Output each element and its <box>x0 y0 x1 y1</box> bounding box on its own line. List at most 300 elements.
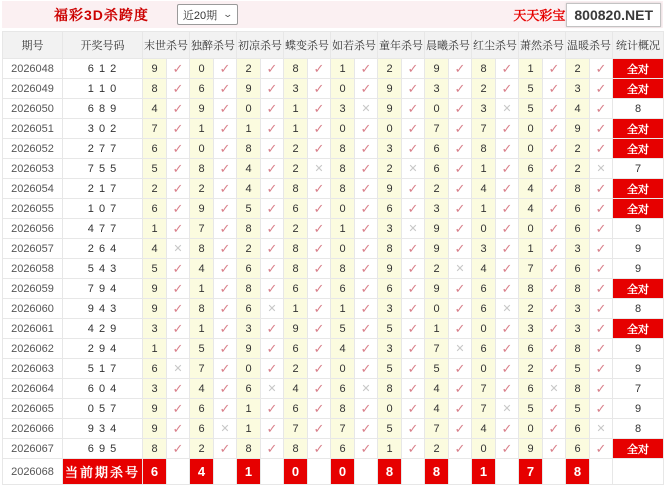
kill-number-cell: 8 <box>284 179 308 199</box>
check-icon: ✓ <box>543 59 566 79</box>
period-cell: 2026054 <box>3 179 63 199</box>
summary-cell: 全对 <box>613 279 664 299</box>
empty-mark-cell <box>355 459 378 485</box>
check-icon: ✓ <box>214 219 237 239</box>
check-icon: ✓ <box>214 379 237 399</box>
check-icon: ✓ <box>308 319 331 339</box>
draw-numbers-cell: 1 1 0 <box>63 79 143 99</box>
kill-number-cell: 2 <box>237 59 261 79</box>
table-row <box>3 319 664 339</box>
check-icon: ✓ <box>308 299 331 319</box>
kill-number-cell: 3 <box>566 79 590 99</box>
check-icon: ✓ <box>543 159 566 179</box>
check-icon: ✓ <box>167 119 190 139</box>
kill-number-cell: 5 <box>519 79 543 99</box>
kill-number-cell: 8 <box>566 339 590 359</box>
check-icon: ✓ <box>214 119 237 139</box>
summary-cell: 全对 <box>613 119 664 139</box>
kill-number-cell: 8 <box>331 139 355 159</box>
site-branding <box>513 1 661 28</box>
kill-number-cell: 1 <box>237 419 261 439</box>
check-icon: ✓ <box>402 299 425 319</box>
summary-cell: 9 <box>613 339 664 359</box>
check-icon: ✓ <box>402 79 425 99</box>
kill-number-cell: 8 <box>566 379 590 399</box>
check-icon: ✓ <box>496 139 519 159</box>
check-icon: ✓ <box>590 199 613 219</box>
cross-icon: ✕ <box>402 219 425 239</box>
check-icon: ✓ <box>355 319 378 339</box>
check-icon: ✓ <box>402 419 425 439</box>
check-icon: ✓ <box>590 179 613 199</box>
current-kill-number-cell: 0 <box>331 459 355 485</box>
kill-number-cell: 6 <box>425 139 449 159</box>
check-icon: ✓ <box>261 259 284 279</box>
kill-number-cell: 5 <box>378 359 402 379</box>
check-icon: ✓ <box>449 59 472 79</box>
check-icon: ✓ <box>496 199 519 219</box>
kill-number-cell: 5 <box>566 359 590 379</box>
kill-number-cell: 3 <box>425 199 449 219</box>
column-header: 红尘杀号 <box>472 32 519 59</box>
kill-number-cell: 5 <box>143 159 167 179</box>
kill-number-cell: 0 <box>237 359 261 379</box>
check-icon: ✓ <box>355 239 378 259</box>
cross-icon: ✕ <box>355 379 378 399</box>
check-icon: ✓ <box>402 99 425 119</box>
kill-number-cell: 9 <box>143 279 167 299</box>
draw-numbers-cell: 6 0 4 <box>63 379 143 399</box>
kill-number-cell: 0 <box>472 319 496 339</box>
check-icon: ✓ <box>355 199 378 219</box>
kill-number-cell: 4 <box>519 199 543 219</box>
table-row <box>3 259 664 279</box>
kill-number-cell: 8 <box>566 279 590 299</box>
check-icon: ✓ <box>449 179 472 199</box>
kill-number-cell: 9 <box>425 279 449 299</box>
kill-number-cell: 8 <box>331 399 355 419</box>
cross-icon: ✕ <box>308 159 331 179</box>
check-icon: ✓ <box>167 99 190 119</box>
kill-number-cell: 8 <box>378 239 402 259</box>
check-icon: ✓ <box>261 279 284 299</box>
summary-cell: 9 <box>613 259 664 279</box>
cross-icon: ✕ <box>496 99 519 119</box>
kill-number-cell: 8 <box>190 299 214 319</box>
kill-number-cell: 8 <box>284 59 308 79</box>
check-icon: ✓ <box>261 319 284 339</box>
kill-number-cell: 2 <box>378 159 402 179</box>
summary-cell: 9 <box>613 399 664 419</box>
kill-number-cell: 4 <box>237 179 261 199</box>
period-cell: 2026056 <box>3 219 63 239</box>
check-icon: ✓ <box>449 439 472 459</box>
check-icon: ✓ <box>355 279 378 299</box>
cross-icon: ✕ <box>496 299 519 319</box>
check-icon: ✓ <box>590 379 613 399</box>
kill-number-cell: 9 <box>378 259 402 279</box>
check-icon: ✓ <box>261 199 284 219</box>
kill-number-cell: 8 <box>284 439 308 459</box>
period-cell: 2026060 <box>3 299 63 319</box>
check-icon: ✓ <box>308 279 331 299</box>
column-header: 晨曦杀号 <box>425 32 472 59</box>
draw-numbers-cell: 7 9 4 <box>63 279 143 299</box>
kill-number-cell: 1 <box>331 219 355 239</box>
summary-cell: 7 <box>613 159 664 179</box>
kill-number-cell: 0 <box>331 79 355 99</box>
current-kill-number-cell: 7 <box>519 459 543 485</box>
check-icon: ✓ <box>543 239 566 259</box>
cross-icon: ✕ <box>402 159 425 179</box>
kill-number-cell: 9 <box>284 319 308 339</box>
kill-number-cell: 7 <box>519 259 543 279</box>
kill-number-cell: 2 <box>190 179 214 199</box>
kill-number-cell: 9 <box>425 219 449 239</box>
check-icon: ✓ <box>214 59 237 79</box>
draw-numbers-cell: 6 8 9 <box>63 99 143 119</box>
kill-number-cell: 9 <box>143 59 167 79</box>
kill-number-cell: 2 <box>237 239 261 259</box>
kill-number-cell: 2 <box>284 139 308 159</box>
column-header: 蝶变杀号 <box>284 32 331 59</box>
draw-numbers-cell: 7 5 5 <box>63 159 143 179</box>
kill-number-cell: 3 <box>472 239 496 259</box>
kill-number-cell: 1 <box>190 319 214 339</box>
check-icon: ✓ <box>449 119 472 139</box>
kill-number-cell: 0 <box>472 219 496 239</box>
check-icon: ✓ <box>543 259 566 279</box>
draw-numbers-cell: 2 1 7 <box>63 179 143 199</box>
kill-number-cell: 4 <box>472 259 496 279</box>
draw-numbers-cell: 3 0 2 <box>63 119 143 139</box>
table-row <box>3 219 664 239</box>
empty-mark-cell <box>214 459 237 485</box>
summary-cell: 7 <box>613 379 664 399</box>
results-tbody <box>3 59 664 485</box>
empty-mark-cell <box>167 459 190 485</box>
check-icon: ✓ <box>449 199 472 219</box>
check-icon: ✓ <box>308 439 331 459</box>
kill-number-cell: 4 <box>472 419 496 439</box>
current-kill-number-cell: 1 <box>237 459 261 485</box>
kill-number-cell: 9 <box>190 99 214 119</box>
check-icon: ✓ <box>543 339 566 359</box>
period-range-select[interactable] <box>177 4 238 25</box>
kill-number-cell: 2 <box>284 219 308 239</box>
kill-number-cell: 1 <box>284 119 308 139</box>
check-icon: ✓ <box>449 99 472 119</box>
check-icon: ✓ <box>261 399 284 419</box>
check-icon: ✓ <box>167 79 190 99</box>
kill-number-cell: 2 <box>472 79 496 99</box>
check-icon: ✓ <box>167 159 190 179</box>
check-icon: ✓ <box>355 299 378 319</box>
check-icon: ✓ <box>167 139 190 159</box>
kill-span-table <box>2 31 664 485</box>
kill-number-cell: 0 <box>378 399 402 419</box>
check-icon: ✓ <box>308 59 331 79</box>
summary-cell: 全对 <box>613 179 664 199</box>
kill-number-cell: 4 <box>190 379 214 399</box>
empty-mark-cell <box>543 459 566 485</box>
kill-number-cell: 6 <box>143 139 167 159</box>
cross-icon: ✕ <box>543 379 566 399</box>
column-header: 如若杀号 <box>331 32 378 59</box>
kill-number-cell: 6 <box>378 279 402 299</box>
current-kill-label: 当前期杀号 <box>63 459 143 485</box>
kill-number-cell: 1 <box>237 119 261 139</box>
check-icon: ✓ <box>543 219 566 239</box>
kill-number-cell: 6 <box>519 379 543 399</box>
kill-number-cell: 2 <box>566 139 590 159</box>
kill-number-cell: 6 <box>190 419 214 439</box>
kill-number-cell: 1 <box>143 219 167 239</box>
table-row <box>3 179 664 199</box>
period-cell: 2026057 <box>3 239 63 259</box>
summary-cell: 全对 <box>613 59 664 79</box>
kill-number-cell: 8 <box>284 239 308 259</box>
kill-number-cell: 3 <box>378 139 402 159</box>
kill-number-cell: 6 <box>284 339 308 359</box>
check-icon: ✓ <box>355 419 378 439</box>
check-icon: ✓ <box>590 79 613 99</box>
check-icon: ✓ <box>449 299 472 319</box>
check-icon: ✓ <box>590 219 613 239</box>
check-icon: ✓ <box>402 179 425 199</box>
check-icon: ✓ <box>355 259 378 279</box>
period-cell: 2026053 <box>3 159 63 179</box>
kill-number-cell: 1 <box>331 59 355 79</box>
draw-numbers-cell: 9 4 3 <box>63 299 143 319</box>
period-cell: 2026065 <box>3 399 63 419</box>
header-bar <box>2 1 663 28</box>
check-icon: ✓ <box>496 179 519 199</box>
table-row <box>3 239 664 259</box>
kill-number-cell: 8 <box>237 439 261 459</box>
cross-icon: ✕ <box>355 99 378 119</box>
kill-number-cell: 0 <box>519 419 543 439</box>
current-kill-number-cell: 6 <box>143 459 167 485</box>
check-icon: ✓ <box>496 259 519 279</box>
kill-number-cell: 3 <box>284 79 308 99</box>
kill-number-cell: 5 <box>143 259 167 279</box>
check-icon: ✓ <box>543 319 566 339</box>
period-cell: 2026049 <box>3 79 63 99</box>
check-icon: ✓ <box>167 319 190 339</box>
kill-number-cell: 1 <box>378 439 402 459</box>
check-icon: ✓ <box>543 419 566 439</box>
table-row <box>3 399 664 419</box>
kill-number-cell: 9 <box>143 419 167 439</box>
kill-number-cell: 5 <box>378 419 402 439</box>
kill-number-cell: 6 <box>143 199 167 219</box>
check-icon: ✓ <box>167 379 190 399</box>
column-header: 温暖杀号 <box>566 32 613 59</box>
kill-number-cell: 8 <box>143 79 167 99</box>
column-header: 独醉杀号 <box>190 32 237 59</box>
check-icon: ✓ <box>402 279 425 299</box>
kill-number-cell: 8 <box>190 159 214 179</box>
kill-number-cell: 7 <box>425 339 449 359</box>
table-row <box>3 359 664 379</box>
kill-number-cell: 1 <box>190 119 214 139</box>
check-icon: ✓ <box>261 159 284 179</box>
cross-icon: ✕ <box>167 239 190 259</box>
check-icon: ✓ <box>590 359 613 379</box>
period-cell: 2026052 <box>3 139 63 159</box>
summary-cell: 全对 <box>613 139 664 159</box>
kill-number-cell: 9 <box>190 199 214 219</box>
check-icon: ✓ <box>590 139 613 159</box>
kill-number-cell: 6 <box>425 159 449 179</box>
summary-cell: 全对 <box>613 319 664 339</box>
check-icon: ✓ <box>261 99 284 119</box>
draw-numbers-cell: 5 4 3 <box>63 259 143 279</box>
check-icon: ✓ <box>308 379 331 399</box>
current-period-row <box>3 459 664 485</box>
column-header: 童年杀号 <box>378 32 425 59</box>
check-icon: ✓ <box>496 319 519 339</box>
kill-number-cell: 6 <box>237 259 261 279</box>
period-cell: 2026068 <box>3 459 63 485</box>
kill-number-cell: 4 <box>425 399 449 419</box>
check-icon: ✓ <box>543 199 566 219</box>
check-icon: ✓ <box>496 439 519 459</box>
kill-number-cell: 4 <box>425 379 449 399</box>
column-header: 末世杀号 <box>143 32 190 59</box>
cross-icon: ✕ <box>590 159 613 179</box>
draw-numbers-cell: 2 7 7 <box>63 139 143 159</box>
check-icon: ✓ <box>261 339 284 359</box>
kill-number-cell: 8 <box>284 259 308 279</box>
check-icon: ✓ <box>261 359 284 379</box>
kill-number-cell: 4 <box>143 239 167 259</box>
summary-cell: 8 <box>613 299 664 319</box>
check-icon: ✓ <box>496 119 519 139</box>
summary-cell: 9 <box>613 239 664 259</box>
empty-mark-cell <box>261 459 284 485</box>
check-icon: ✓ <box>449 359 472 379</box>
check-icon: ✓ <box>308 419 331 439</box>
column-header: 统计概况 <box>613 32 664 59</box>
check-icon: ✓ <box>214 399 237 419</box>
check-icon: ✓ <box>355 139 378 159</box>
check-icon: ✓ <box>355 219 378 239</box>
table-row <box>3 159 664 179</box>
kill-number-cell: 8 <box>519 279 543 299</box>
kill-number-cell: 3 <box>237 319 261 339</box>
check-icon: ✓ <box>543 99 566 119</box>
check-icon: ✓ <box>308 99 331 119</box>
kill-number-cell: 8 <box>331 159 355 179</box>
check-icon: ✓ <box>308 199 331 219</box>
check-icon: ✓ <box>449 319 472 339</box>
check-icon: ✓ <box>308 259 331 279</box>
current-kill-number-cell: 8 <box>566 459 590 485</box>
check-icon: ✓ <box>449 239 472 259</box>
kill-number-cell: 8 <box>237 219 261 239</box>
site-domain-badge: 800820.NET <box>566 3 661 27</box>
check-icon: ✓ <box>449 419 472 439</box>
kill-number-cell: 8 <box>378 379 402 399</box>
kill-number-cell: 2 <box>143 179 167 199</box>
check-icon: ✓ <box>402 359 425 379</box>
draw-numbers-cell: 5 1 7 <box>63 359 143 379</box>
check-icon: ✓ <box>402 399 425 419</box>
column-header: 期号 <box>3 32 63 59</box>
draw-numbers-cell: 9 3 4 <box>63 419 143 439</box>
cross-icon: ✕ <box>261 299 284 319</box>
kill-number-cell: 5 <box>237 199 261 219</box>
cross-icon: ✕ <box>449 339 472 359</box>
table-row <box>3 299 664 319</box>
check-icon: ✓ <box>355 359 378 379</box>
table-row <box>3 119 664 139</box>
period-cell: 2026048 <box>3 59 63 79</box>
table-row <box>3 99 664 119</box>
summary-cell: 8 <box>613 99 664 119</box>
kill-number-cell: 6 <box>143 359 167 379</box>
check-icon: ✓ <box>496 219 519 239</box>
kill-number-cell: 1 <box>284 99 308 119</box>
check-icon: ✓ <box>355 59 378 79</box>
kill-number-cell: 7 <box>472 399 496 419</box>
kill-number-cell: 0 <box>331 199 355 219</box>
kill-number-cell: 1 <box>425 319 449 339</box>
check-icon: ✓ <box>402 59 425 79</box>
check-icon: ✓ <box>496 279 519 299</box>
kill-number-cell: 1 <box>143 339 167 359</box>
check-icon: ✓ <box>261 419 284 439</box>
check-icon: ✓ <box>402 239 425 259</box>
summary-cell: 全对 <box>613 439 664 459</box>
period-cell: 2026058 <box>3 259 63 279</box>
kill-number-cell: 6 <box>472 299 496 319</box>
kill-number-cell: 0 <box>519 219 543 239</box>
check-icon: ✓ <box>449 379 472 399</box>
kill-number-cell: 8 <box>143 439 167 459</box>
kill-number-cell: 2 <box>519 299 543 319</box>
draw-numbers-cell: 0 5 7 <box>63 399 143 419</box>
check-icon: ✓ <box>590 279 613 299</box>
kill-number-cell: 6 <box>519 159 543 179</box>
kill-number-cell: 8 <box>472 139 496 159</box>
kill-number-cell: 6 <box>566 439 590 459</box>
kill-number-cell: 0 <box>331 119 355 139</box>
check-icon: ✓ <box>402 339 425 359</box>
kill-number-cell: 3 <box>331 99 355 119</box>
period-cell: 2026051 <box>3 119 63 139</box>
check-icon: ✓ <box>590 239 613 259</box>
kill-number-cell: 7 <box>472 119 496 139</box>
check-icon: ✓ <box>355 159 378 179</box>
check-icon: ✓ <box>214 179 237 199</box>
kill-number-cell: 9 <box>378 179 402 199</box>
table-row <box>3 139 664 159</box>
kill-number-cell: 3 <box>566 239 590 259</box>
check-icon: ✓ <box>543 119 566 139</box>
kill-number-cell: 5 <box>519 399 543 419</box>
kill-number-cell: 3 <box>425 79 449 99</box>
check-icon: ✓ <box>590 299 613 319</box>
check-icon: ✓ <box>355 439 378 459</box>
kill-number-cell: 9 <box>143 399 167 419</box>
check-icon: ✓ <box>402 259 425 279</box>
kill-number-cell: 6 <box>519 339 543 359</box>
kill-number-cell: 6 <box>331 379 355 399</box>
check-icon: ✓ <box>590 319 613 339</box>
